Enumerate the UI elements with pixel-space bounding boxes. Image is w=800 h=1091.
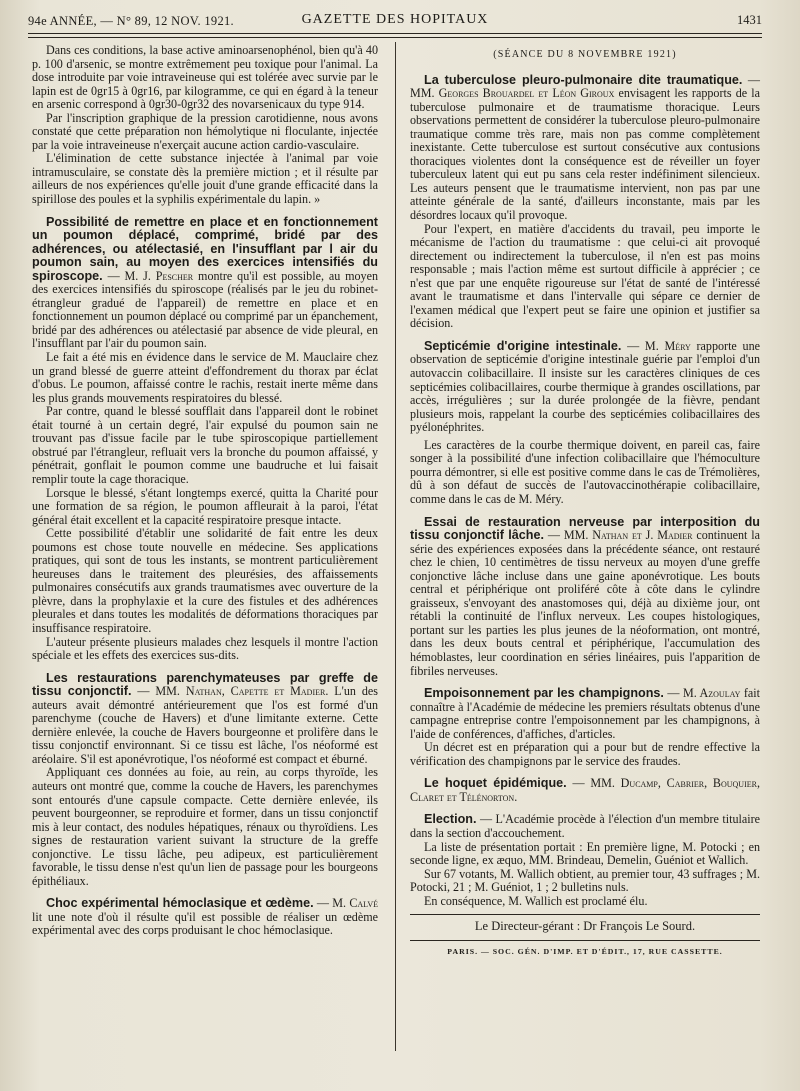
paragraph: Les caractères de la courbe thermique doivent, en pareil cas, faire songer à la possibilité d'une infection colibacillaire que l'hémoculture pourra démontrer, si elle est positive comme dans le cas de Trémolières, dû à son défaut de succès de l'autovaccinothérapie colibacillaire, comme dans le cas de M. Méry.: [410, 437, 760, 506]
article-headline: Le hoquet épidémique.: [424, 776, 567, 791]
paragraph: lit une note d'où il résulte qu'il est possible de réaliser un œdème expérimental avec des corps produisant le choc hémoclasique.: [32, 909, 378, 938]
page-number: 1431: [737, 13, 762, 27]
running-head: [28, 10, 762, 32]
column-divider: [395, 42, 396, 1051]
paragraph: Un décret est en préparation qui a pour but de rendre effective la vérification des champignons par le service des fraudes.: [410, 740, 760, 768]
paragraph: Dans ces conditions, la base active aminoarsenophénol, bien qu'à 40 p. 100 d'arsenic, se montre extrêmement peu toxique pour l'animal. La dose introduite par voie intraveineuse qui est tolérée avec survie par le lapin est de 0gr15 à 0gr16, par kilogramme, ce qui en égard à la teneur en arsenic correspond à 0gr30-0gr32 des novarsenicaux du type 914.: [32, 43, 378, 112]
article-headline: Election.: [424, 812, 477, 827]
paragraph: L'auteur présente plusieurs malades chez lesquels il montre l'action spéciale et les effets des exercices sus-dits.: [32, 634, 378, 663]
article-restaurations: [32, 672, 378, 767]
paragraph: Appliquant ces données au foie, au rein, au corps thyroïde, les auteurs ont montré que, comme la couche de Havers, les parenchymes sont entourés d'une capsule compacte. Cette dernière enlevée, ils peuvent bourgeonner, se reproduire et former, dans un tissu conjonctif mis à leur contact, des nodules hépatiques, rénaux ou thyroïdiens. Les signes de restauration varient suivant la structure de la greffe conjonctive. Le tissu lâche, peu adipeux, est particulièrement favorable, le tissu dense n'est qu'un lien de passage pour les bourgeons épithéliaux.: [32, 765, 378, 888]
footer-rule: [410, 914, 760, 915]
paragraph: Par contre, quand le blessé soufflait dans l'appareil dont le robinet était tourné à un certain degré, l'air expulsé du poumon sain ne trouvant pas d'issue facile par le tube spiroscopique partiellement obstrué par l'étrangleur, refluait vers la bronche du poumon affaissé, y pénétrait, gonflait le poumon comme une baudruche et lui faisait remplir toute la cage thoracique.: [32, 404, 378, 486]
footer-rule-thin: [410, 940, 760, 941]
printer-imprint: PARIS. — SOC. GÉN. D'IMP. ET D'ÉDIT., 17, RUE CASSETTE.: [447, 946, 723, 956]
article-author: — MM. Ducamp, Cabrier, Bouquier, Claret et Télénorton.: [410, 776, 760, 804]
article-pescher: [32, 216, 378, 351]
article-headline: Septicémie d'origine intestinale.: [424, 338, 622, 353]
paragraph: En conséquence, M. Wallich est proclamé élu.: [424, 893, 648, 908]
paragraph: Le fait a été mis en évidence dans le service de M. Mauclaire chez un grand blessé de guerre atteint d'effondrement du thorax par éclat d'obus. Le poumon, affaissé contre le rachis, restait inerte même dans les plus grands mouvements respiratoires du blessé.: [32, 350, 378, 405]
article-headline: Essai de restauration nerveuse par interposition du tissu conjonctif lâche.: [410, 514, 760, 543]
article-author: — M. Calvé: [316, 896, 378, 911]
paragraph: Sur 67 votants, M. Wallich obtient, au premier tour, 43 suffrages ; M. Potocki, 21 ; M. Guéniot, 1 ; 2 bulletins nuls.: [410, 866, 760, 895]
paragraph: La liste de présentation portait : En première ligne, M. Potocki ; en seconde ligne, ex æquo, MM. Brindeau, Demelin, Guéniot et Wallich.: [410, 839, 760, 868]
left-column: [32, 44, 378, 938]
director-signature: Le Directeur-gérant : Dr François Le Sourd.: [474, 919, 696, 934]
article-tuberculose: [410, 74, 760, 223]
article-restauration-nerveuse: [410, 516, 760, 679]
paragraph: Cette possibilité d'établir une solidarité de fait entre les deux poumons est chose toute nouvelle en médecine. Ses applications pratiques, qui sont de tous les instants, se montrent particulièrement heureuses dans le traitement des pleurésies, des affaissements pulmonaires consécutifs aux grands traumatismes avec ouverture de la plèvre, dans la prophylaxie et la cure des fistules et des adhérences pleurales et dans toutes les modalités de déformations thoraciques par insuffisance respiratoire.: [32, 526, 378, 635]
article-headline: La tuberculose pleuro-pulmonaire dite traumatique.: [424, 72, 743, 87]
paragraph: fait connaître à l'Académie de médecine les premiers résultats obtenus d'une campagne entreprise contre l'empoisonnement par les champignons, à l'aide de conférences, d'affiches, d'articles.: [410, 686, 761, 741]
paragraph: — L'Académie procède à l'élection d'un membre titulaire dans la section d'accouchement.: [410, 812, 760, 840]
article-headline: Possibilité de remettre en place et en fonctionnement un poumon déplacé, comprimé, bridé par des adhérences, ou atélectasié, en l'insufflant par l air du poumon sain, au moyen des exercices intensifiés du spiroscope.: [32, 214, 378, 283]
paragraph: L'élimination de cette substance injectée à l'animal par voie intramusculaire, se constate dès la première miction ; et il résulte par ailleurs de nos expériences qu'elle jouit d'une grande efficacité dans la spirillose des poules et la syphilis expérimentale du lapin. »: [32, 151, 378, 207]
paragraph: Pour l'expert, en matière d'accidents du travail, peu importe le mécanisme de l'action du traumatisme : que celui-ci ait provoqué directement ou indirectement la tuberculose, il n'en est pas moins responsable ; mais l'action même est surtout difficile à apprécier ; ce n'est que par une enquête rigoureuse sur l'état de santé de l'intéressé avant le traumatisme et dans l'intervalle qui sépare ce dernier de l'examen médical que l'expert peut se faire une opinion et justifier sa décision.: [410, 221, 760, 331]
paragraph: continuent la série des expériences exposées dans la précédente séance, ont restauré chez le chien, 10 centimètres de tissu nerveux au moyen d'une greffe conjonctive lâche incluse dans une gaine aponévrotique. Les bouts central et périphérique ont proliféré côte à côte dans le cylindre graisseux, s'envoyant des anastomoses qui, déjà au dixième jour, ont rétabli la continuité de l'influx nerveux. Les coupes histologiques, portant sur les parties les plus jeunes de la néoformation, ont montré, dans les deux bouts central et périphérique, l'accumulation des hémoblastes, leur coordination en séries linéaires, puis l'apparition de fibriles nerveuses.: [410, 528, 761, 678]
article-headline: Choc expérimental hémoclasique et œdème.: [46, 896, 314, 911]
header-rule-thin: [28, 37, 762, 38]
article-author: — MM. Nathan et J. Madier: [547, 528, 693, 543]
article-septicemie: [410, 340, 760, 435]
paragraph: Par l'inscription graphique de la pression carotidienne, nous avons constaté que cette préparation non hémolytique ni floculante, injectée par la voie intraveineuse n'exerçait aucune action cardio-vasculaire.: [32, 110, 378, 152]
article-author: — M. Azoulay: [667, 686, 741, 701]
issue-info: 94e ANNÉE, — N° 89, 12 NOV. 1921.: [28, 14, 234, 28]
article-hoquet: [410, 777, 760, 804]
article-election: [410, 813, 760, 840]
right-column: [410, 44, 760, 958]
publication-title: GAZETTE DES HOPITAUX: [301, 12, 489, 27]
paragraph: Lorsque le blessé, s'étant longtemps exercé, quitta la Charité pour une formation de sa région, le poumon affleurait à la paroi, l'état général était excellent et la capacité respiratoire presque intacte.: [32, 485, 378, 527]
article-choc: [32, 897, 378, 938]
session-date: (SÉANCE DU 8 NOVEMBRE 1921): [493, 49, 677, 60]
article-author: — M. Méry: [627, 338, 691, 353]
article-author: — MM. Nathan, Capette et Madier.: [137, 684, 329, 699]
article-author: — MM. Georges Brouardel et Léon Giroux: [410, 72, 760, 101]
header-rule: [28, 33, 762, 34]
paragraph: L'un des auteurs avait démontré antérieurement que l'os est formé d'un parenchyme (couche de Havers) et d'une limitante externe. Cette dernière enlevée, la couche de Havers bourgeonne et prolifère dans le tissu conjonctif environnant. Si ce tissu est lâche, l'os néoformé est aréolaire. S'il est aponévrotique, l'os néoformé est compact et éburné.: [32, 684, 379, 766]
paragraph: rapporte une observation de septicémie d'origine intestinale guérie par l'emploi d'un autovaccin colibacillaire. Il insiste sur les caractères cliniques de ces septicémies colibacillaires, courbe thermique à grandes oscillations, par accès, irrégulières ; sur la durée prolongée de la fièvre, pendant plusieurs mois, rappelant la courbe des septicémies colibacillaires des pyélonéphrites.: [410, 338, 760, 435]
paragraph: envisagent les rapports de la tuberculose pulmonaire et de traumatisme thoracique. Leurs observations permettent de considérer la tuberculose pleuro-pulmonaire traumatique comme très rare, mais non pas comme complètement inexistante. Cette tuberculose est surtout consécutive aux contusions thoraciques violentes dont la conséquence est de réveiller un foyer tuberculeux latent qui eut pu sans cela rester indéfiniment silencieux. Les auteurs pensent que le traumatisme intervient, non pas par une atteinte générale de la santé, d'ailleurs inconstante, mais par les désordres locaux qu'il provoque.: [410, 86, 760, 223]
article-author: — M. J. Pescher: [107, 268, 194, 283]
article-champignons: [410, 687, 760, 741]
article-headline: Les restaurations parenchymateuses par greffe de tissu conjonctif.: [32, 670, 378, 699]
paragraph: montre qu'il est possible, au moyen des exercices intensifiés du spiroscope (réalisés par le jeu du robinet-étrangleur gradué de l'appareil) de remettre en place et en fonctionnement un poumon déplacé ou comprimé par un épanchement, bridé par des adhérences ou atélectasié par absence de vide pleural, en l'insufflant par l'air du poumon sain.: [32, 268, 379, 351]
article-headline: Empoisonnement par les champignons.: [424, 686, 664, 701]
